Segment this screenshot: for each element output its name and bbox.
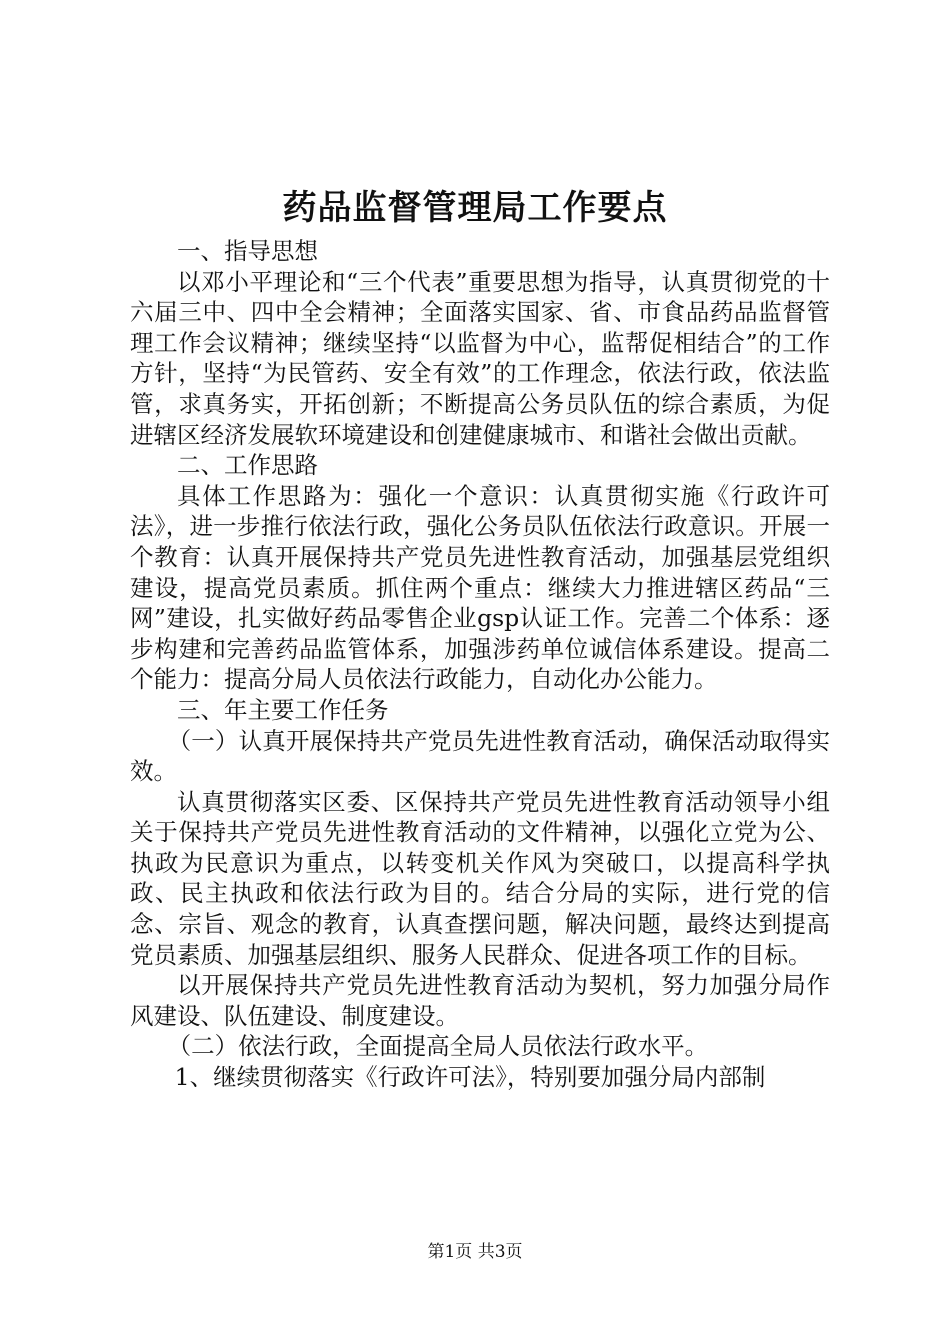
paragraph-guiding-ideology: 以邓小平理论和“三个代表”重要思想为指导，认真贯彻党的十六届三中、四中全会精神；全面落实国家、省、市食品药品监督管理工作会议精神；继续坚持“以监督为中心，监帮促相结合”的工作方针，坚持“为民管药、安全有效”的工作理念，依法行政，依法监管，求真务实，开拓创新；不断提高公务员队伍的综合素质，为促进辖区经济发展软环境建设和创建健康城市、和谐社会做出贡献。 [130,267,830,449]
document-title: 药品监督管理局工作要点 [282,188,668,228]
section-heading-work-approach: 二、工作思路 [177,451,318,480]
list-item-1: 1、继续贯彻落实《行政许可法》，特别要加强分局内部制 [174,1063,766,1092]
page-footer: 第1页 共3页 [427,1242,523,1262]
subsection-heading-lawful-administration: （二）依法行政，全面提高全局人员依法行政水平。 [167,1032,709,1061]
section-heading-guiding-ideology: 一、指导思想 [177,237,318,265]
paragraph-work-approach: 具体工作思路为：强化一个意识：认真贯彻实施《行政许可法》，进一步推行依法行政，强化公务员队伍依法行政意识。开展一个教育：认真开展保持共产党员先进性教育活动，加强基层党组织建设，提高党员素质。抓住两个重点：继续大力推进辖区药品“三网”建设，扎实做好药品零售企业gsp认证工作。完善二个体系：逐步构建和完善药品监管体系，加强涉药单位诚信体系建设。提高二个能力：提高分局人员依法行政能力，自动化办公能力。 [130,481,830,694]
paragraph-work-style: 以开展保持共产党员先进性教育活动为契机，努力加强分局作风建设、队伍建设、制度建设。 [130,971,830,1030]
document-body [130,236,830,1093]
section-heading-main-tasks: 三、年主要工作任务 [177,695,389,724]
paragraph-education-activity: 认真贯彻落实区委、区保持共产党员先进性教育活动领导小组关于保持共产党员先进性教育活动的文件精神，以强化立党为公、执政为民意识为重点，以转变机关作风为突破口，以提高科学执政、民主执政和依法行政为目的。结合分局的实际，进行党的信念、宗旨、观念的教育，认真查摆问题，解决问题，最终达到提高党员素质、加强基层组织、服务人民群众、促进各项工作的目标。 [130,787,830,969]
subsection-heading-education-activity: （一）认真开展保持共产党员先进性教育活动，确保活动取得实效。 [130,726,830,786]
